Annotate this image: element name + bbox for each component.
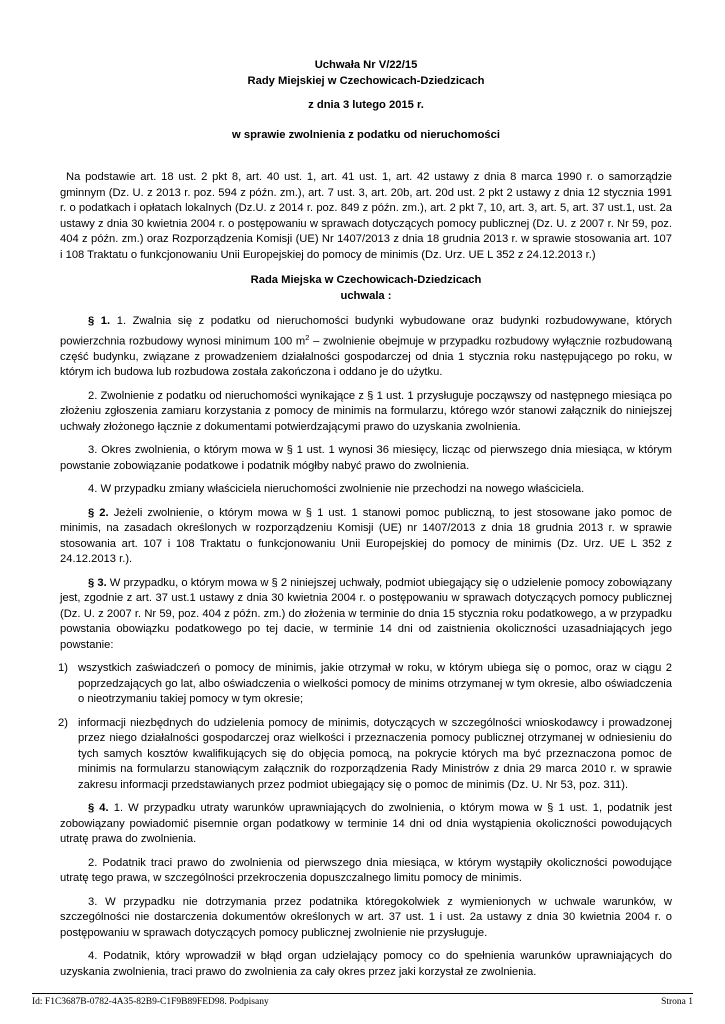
superscript: 2 [305, 332, 310, 342]
section-1-para-2: 2. Zwolnienie z podatku od nieruchomości wynikające z § 1 ust. 1 przysługuje począwszy od następnego miesiąca po złożeniu zgłoszenia zamiaru korzystania z pomocy de minimis na formularzu, którego wzór stanowi załącznik do niniejszej uchwały złożonego łącznie z dokumentami potwierdzającymi prawo do uzyskania zwolnienia. [60, 389, 672, 433]
section-1-para-1-text-b: – zwolnienie obejmuje w przypadku rozbudowy wyłącznie rozbudowaną część budynku, związane z prowadzeniem działalności gospodarczej od dnia 1 stycznia roku następującego po roku, w którym ich budowa lub rozbudowa została zakończona i oddano je do użytku. [60, 335, 672, 379]
page-number: Strona 1 [661, 997, 693, 1007]
list-item-text: informacji niezbędnych do udzielenia pomocy de minimis, dotyczących w szczególności wnioskodawcy i prowadzonej przez niego działalności gospodarczej oraz wielkości i przeznaczenia pomocy publicznej otrzymanej w odniesieniu do tych samych kosztów kwalifikujących się do objęcia pomocą, na pokrycie których ma być przeznaczona pomoc de minimis na formularzu stanowiącym załącznik do rozporządzenia Rady Ministrów z dnia 29 marca 2010 r. w sprawie zakresu informacji przedstawianych przez podmiot ubiegający się o pomoc de minimis (Dz. U. Nr 53, poz. 311). [78, 716, 672, 791]
section-4-label: § 4. [88, 802, 109, 815]
section-1-para-4: 4. W przypadku zmiany właściciela nieruchomości zwolnienie nie przechodzi na nowego właściciela. [88, 483, 585, 496]
page-footer [32, 993, 693, 1007]
section-4-para-2: 2. Podatnik traci prawo do zwolnienia od pierwszego dnia miesiąca, w którym wystąpiły okoliczności powodujące utratę tego prawa, w szczególności przekroczenia dopuszczalnego limitu pomocy de minimis. [60, 856, 672, 885]
resolution-number: Uchwała Nr V/22/15 [314, 59, 418, 71]
document-body [60, 170, 672, 988]
list-item [58, 716, 672, 794]
section-1-para-1 [60, 314, 672, 381]
resolving-body [60, 273, 672, 304]
section-4-para-3: 3. W przypadku nie dotrzymania przez podatnika któregokolwiek z wymienionych w uchwale warunków, w szczególności nie dostarczenia dokumentów określonych w art. 37 ust. 1 i ust. 2a ustawy z dnia 30 kwietnia 2004 r. o postępowaniu w sprawach dotyczących pomocy publicznej zwolnienie nie przysługuje. [60, 895, 672, 939]
section-3-text: W przypadku, o którym mowa w § 2 niniejszej uchwały, podmiot ubiegający się o udzielenie pomocy zobowiązany jest, zgodnie z art. 37 ust.1 ustawy z dnia 30 kwietnia 2004 r. o postępowaniu w sprawach dotyczących pomocy publicznej (Dz. U. z 2007 r. Nr 59, poz. 404 z późn. zm.) do złożenia w terminie do dnia 15 stycznia roku podatkowego, a w przypadku powstania obowiązku podatkowego po tej dacie, w terminie 14 dni od zaistnienia okoliczności uzasadniających jego powstanie: [60, 576, 672, 651]
legal-basis: Na podstawie art. 18 ust. 2 pkt 8, art. 40 ust. 1, art. 41 ust. 1, art. 42 ustawy z dnia 8 marca 1990 r. o samorządzie gminnym (Dz. U. z 2013 r. poz. 594 z późn. zm.), art. 7 ust. 3, art. 20b, art. 20d ust. 2 pkt 2 ustawy z dnia 12 stycznia 1991 r. o podatkach i opłatach lokalnych (Dz.U. z 2014 r. poz. 849 z późn. zm.), art. 2 pkt 7, 10, art. 3, art. 5, art. 37 ust.1, ust. 2a ustawy z dnia 30 kwietnia 2004 r. o postępowaniu w sprawach dotyczących pomocy publicznej (Dz. U. z 2007 r. Nr 59, poz. 404 z późn. zm.) oraz Rozporządzenia Komisji (UE) Nr 1407/2013 z dnia 18 grudnia 2013 r. w sprawie stosowania art. 107 i 108 Traktatu o funkcjonowaniu Unii Europejskiej do pomocy de minimis (Dz. Urz. UE L 352 z 24.12.2013 r.) [60, 171, 672, 261]
resolving-body-name: Rada Miejska w Czechowicach-Dziedzicach [250, 274, 482, 286]
resolving-verb: uchwala : [340, 289, 392, 302]
section-3-label: § 3. [88, 576, 107, 589]
section-4-para-4: 4. Podatnik, który wprowadził w błąd organ udzielający pomocy co do spełnienia warunków uprawniających do uzyskania zwolnienia, traci prawo do zwolnienia za cały okres przez jaki korzystał ze zwolnienia. [60, 950, 672, 978]
section-2-label: § 2. [88, 506, 109, 519]
list-item-number: 2) [58, 716, 68, 729]
section-4-para-1 [60, 801, 672, 848]
section-4-para-1-text: 1. W przypadku utraty warunków uprawniających do zwolnienia, o którym mowa w § 1 ust. 1, podatnik jest zobowiązany powiadomić pisemnie organ podatkowy w terminie 14 dni od dnia wystąpienia okoliczności powodujących utratę prawa do zwolnienia. [60, 802, 672, 846]
resolution-date: z dnia 3 lutego 2015 r. [308, 99, 424, 111]
issuing-body: Rady Miejskiej w Czechowicach-Dziedzicach [247, 75, 485, 87]
section-1-label: § 1. [88, 315, 111, 327]
list-item-number: 1) [58, 662, 68, 675]
list-item-text: wszystkich zaświadczeń o pomocy de minimis, jakie otrzymał w roku, w którym ubiega się o pomoc, oraz w ciągu 2 poprzedzających go lat, albo oświadczenia o wielkości pomocy de minims otrzymanej w tym okresie, albo oświadczenia o nieotrzymaniu takiej pomocy w tym okresie; [78, 662, 672, 706]
section-1-para-1-text-a: 1. Zwalnia się z podatku od nieruchomości budynki wybudowane oraz budynki rozbudowywane, których powierzchnia rozbudowy wynosi minimum 100 m [60, 315, 672, 348]
section-2 [60, 506, 672, 568]
section-2-text: Jeżeli zwolnienie, o którym mowa w § 1 ust. 1 stanowi pomoc publiczną, to jest stosowane jako pomoc de minimis, na zasadach określonych w rozporządzeniu Komisji (UE) nr 1407/2013 z dnia 18 grudnia 2013 r. w sprawie stosowania art. 107 i 108 Traktatu o funkcjonowaniu Unii Europejskiej do pomocy de minimis (Dz. Urz. UE L 352 z 24.12.2013 r.). [60, 506, 672, 566]
section-1-para-3: 3. Okres zwolnienia, o którym mowa w § 1 ust. 1 wynosi 36 miesięcy, licząc od pierwszego dnia miesiąca, w którym powstanie zobowiązanie podatkowe i podatnik mógłby nabyć prawo do zwolnienia. [60, 444, 672, 472]
document-id: Id: F1C3687B-0782-4A35-82B9-C1F9B89FED98. Podpisany [32, 997, 269, 1007]
resolution-subject: w sprawie zwolnienia z podatku od nieruchomości [232, 129, 500, 141]
section-3-list [60, 661, 672, 793]
section-3 [60, 576, 672, 654]
list-item [58, 661, 672, 708]
